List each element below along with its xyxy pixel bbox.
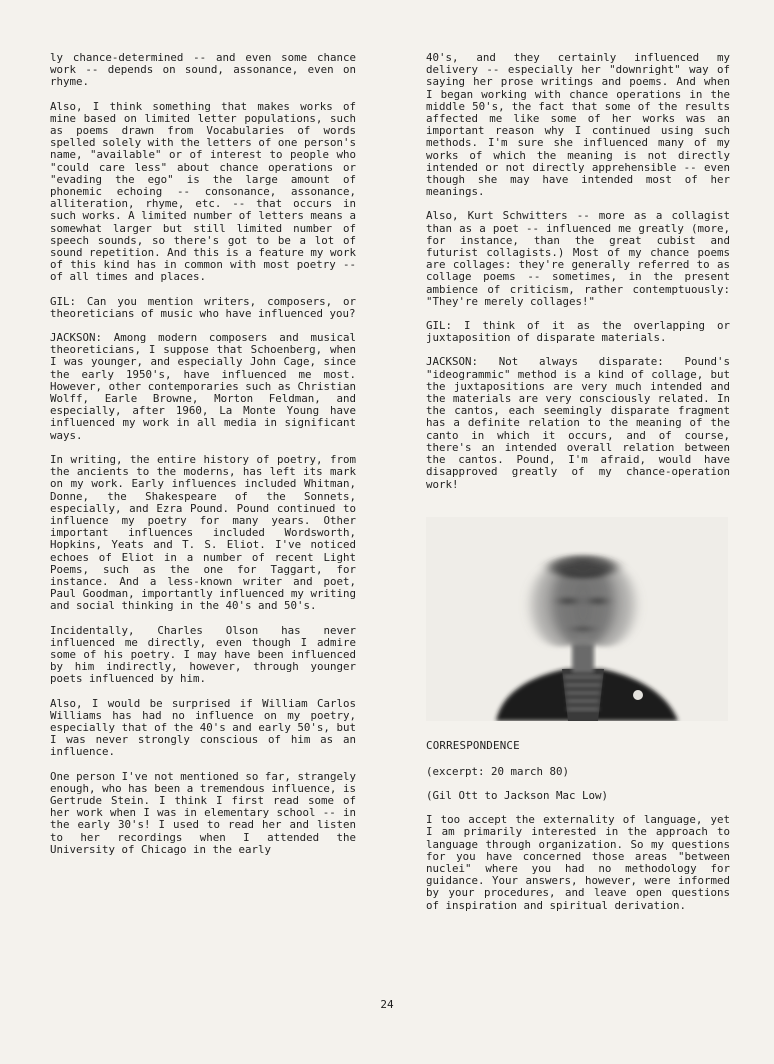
paragraph: I too accept the externality of language, yet I am primarily interested in the approach to language through organization. So my questions for you have concerned those areas "between nuclei" where you had no methodology for guidance. Your answers, however, were informed by your procedures, and leave open questions of inspiration and spiritual derivation. [426, 813, 730, 912]
paragraph: GIL: Can you mention writers, composers, or theoreticians of music who have influenced you? [50, 294, 356, 320]
portrait-illustration [426, 517, 728, 721]
portrait-photo [426, 517, 728, 721]
excerpt-note [426, 766, 730, 802]
paragraph: Also, I would be surprised if William Carlos Williams has had no influence on my poetry, especially that of the 40's and early 50's, but I was never strongly conscious of him as an influence. [50, 696, 356, 759]
paragraph: Also, Kurt Schwitters -- more as a collagist than as a poet -- influenced me greatly (more, for instance, than the great cubist and futurist collagists.) Most of my chance poems are collages: they're generally referred to as collage poems -- sometimes, in the present ambience of criticism, rather contemptuously: "They're merely collages!" [426, 209, 730, 308]
paragraph: Also, I think something that makes works of mine based on limited letter populations, such as poems drawn from Vocabularies of words spelled solely with the letters of one person's name, "available" or of interest to people who "could care less" about chance operations or "evading the ego" is the large amount of phonemic echoing -- consonance, assonance, alliteration, rhyme, etc. -- that occurs in such works. A limited number of letters means a somewhat larger but still limited number of speech sounds, so there's got to be a lot of sound repetition. And this is a feature my work of this kind has in common with most poetry -- of all times and places. [50, 99, 356, 284]
paragraph: GIL: I think of it as the overlapping or juxtaposition of disparate materials. [426, 319, 730, 345]
excerpt-correspondents: (Gil Ott to Jackson Mac Low) [426, 788, 609, 802]
section-heading: CORRESPONDENCE [426, 738, 520, 752]
paragraph: Incidentally, Charles Olson has never influenced me directly, even though I admire some of his poetry. I may have been influenced by him indirectly, however, through younger poets influenced by him. [50, 623, 356, 686]
right-column [426, 52, 730, 924]
paragraph: JACKSON: Among modern composers and musical theoreticians, I suppose that Schoenberg, when I was younger, and especially John Cage, since the early 1950's, have influenced me most. However, other contemporaries such as Christian Wolff, Earle Browne, Morton Feldman, and especially, after 1960, La Monte Young have influenced my work in all media in significant ways. [50, 331, 356, 442]
paragraph: In writing, the entire history of poetry, from the ancients to the moderns, has left its mark on my work. Early influences included Whitman, Donne, the Shakespeare of the Sonnets, especially, and Ezra Pound. Pound continued to influence my poetry for many years. Other important influences included Wordsworth, Hopkins, Yeats and T. S. Eliot. I've noticed echoes of Eliot in a number of recent Light Poems, such as the one for Taggart, for instance. And a less-known writer and poet, Paul Goodman, importantly influenced my writing and social thinking in the 40's and 50's. [50, 452, 356, 613]
excerpt-date: (excerpt: 20 march 80) [426, 764, 570, 778]
paragraph: JACKSON: Not always disparate: Pound's "ideogrammic" method is a kind of collage, but the juxtapositions are very much intended and the materials are very consciously related. In the cantos, each seemingly disparate fragment has a definite relation to the meaning of the canto in which it occurs, and of course, there's an intended overall relation between the cantos. Pound, I'm afraid, would have disapproved greatly of my chance-operation work! [426, 355, 730, 491]
page-number: 24 [380, 998, 394, 1011]
paragraph: One person I've not mentioned so far, strangely enough, who has been a tremendous influence, is Gertrude Stein. I think I first read some of her work when I was in elementary school -- in the early 30's! I used to read her and listen to her recordings when I attended the University of Chicago in the early [50, 769, 356, 856]
paragraph: ly chance-determined -- and even some chance work -- depends on sound, assonance, even on rhyme. [50, 51, 356, 89]
paragraph: 40's, and they certainly influenced my delivery -- especially her "downright" way of saying her prose writings and poems. And when I began working with chance operations in the middle 50's, the fact that some of the results affected me like some of her works was an important reason why I continued using such methods. I'm sure she influenced many of my works of which the meaning is not directly intended or not directly apprehensible -- even though she may have intended most of her meanings. [426, 51, 730, 199]
left-column [50, 52, 356, 868]
